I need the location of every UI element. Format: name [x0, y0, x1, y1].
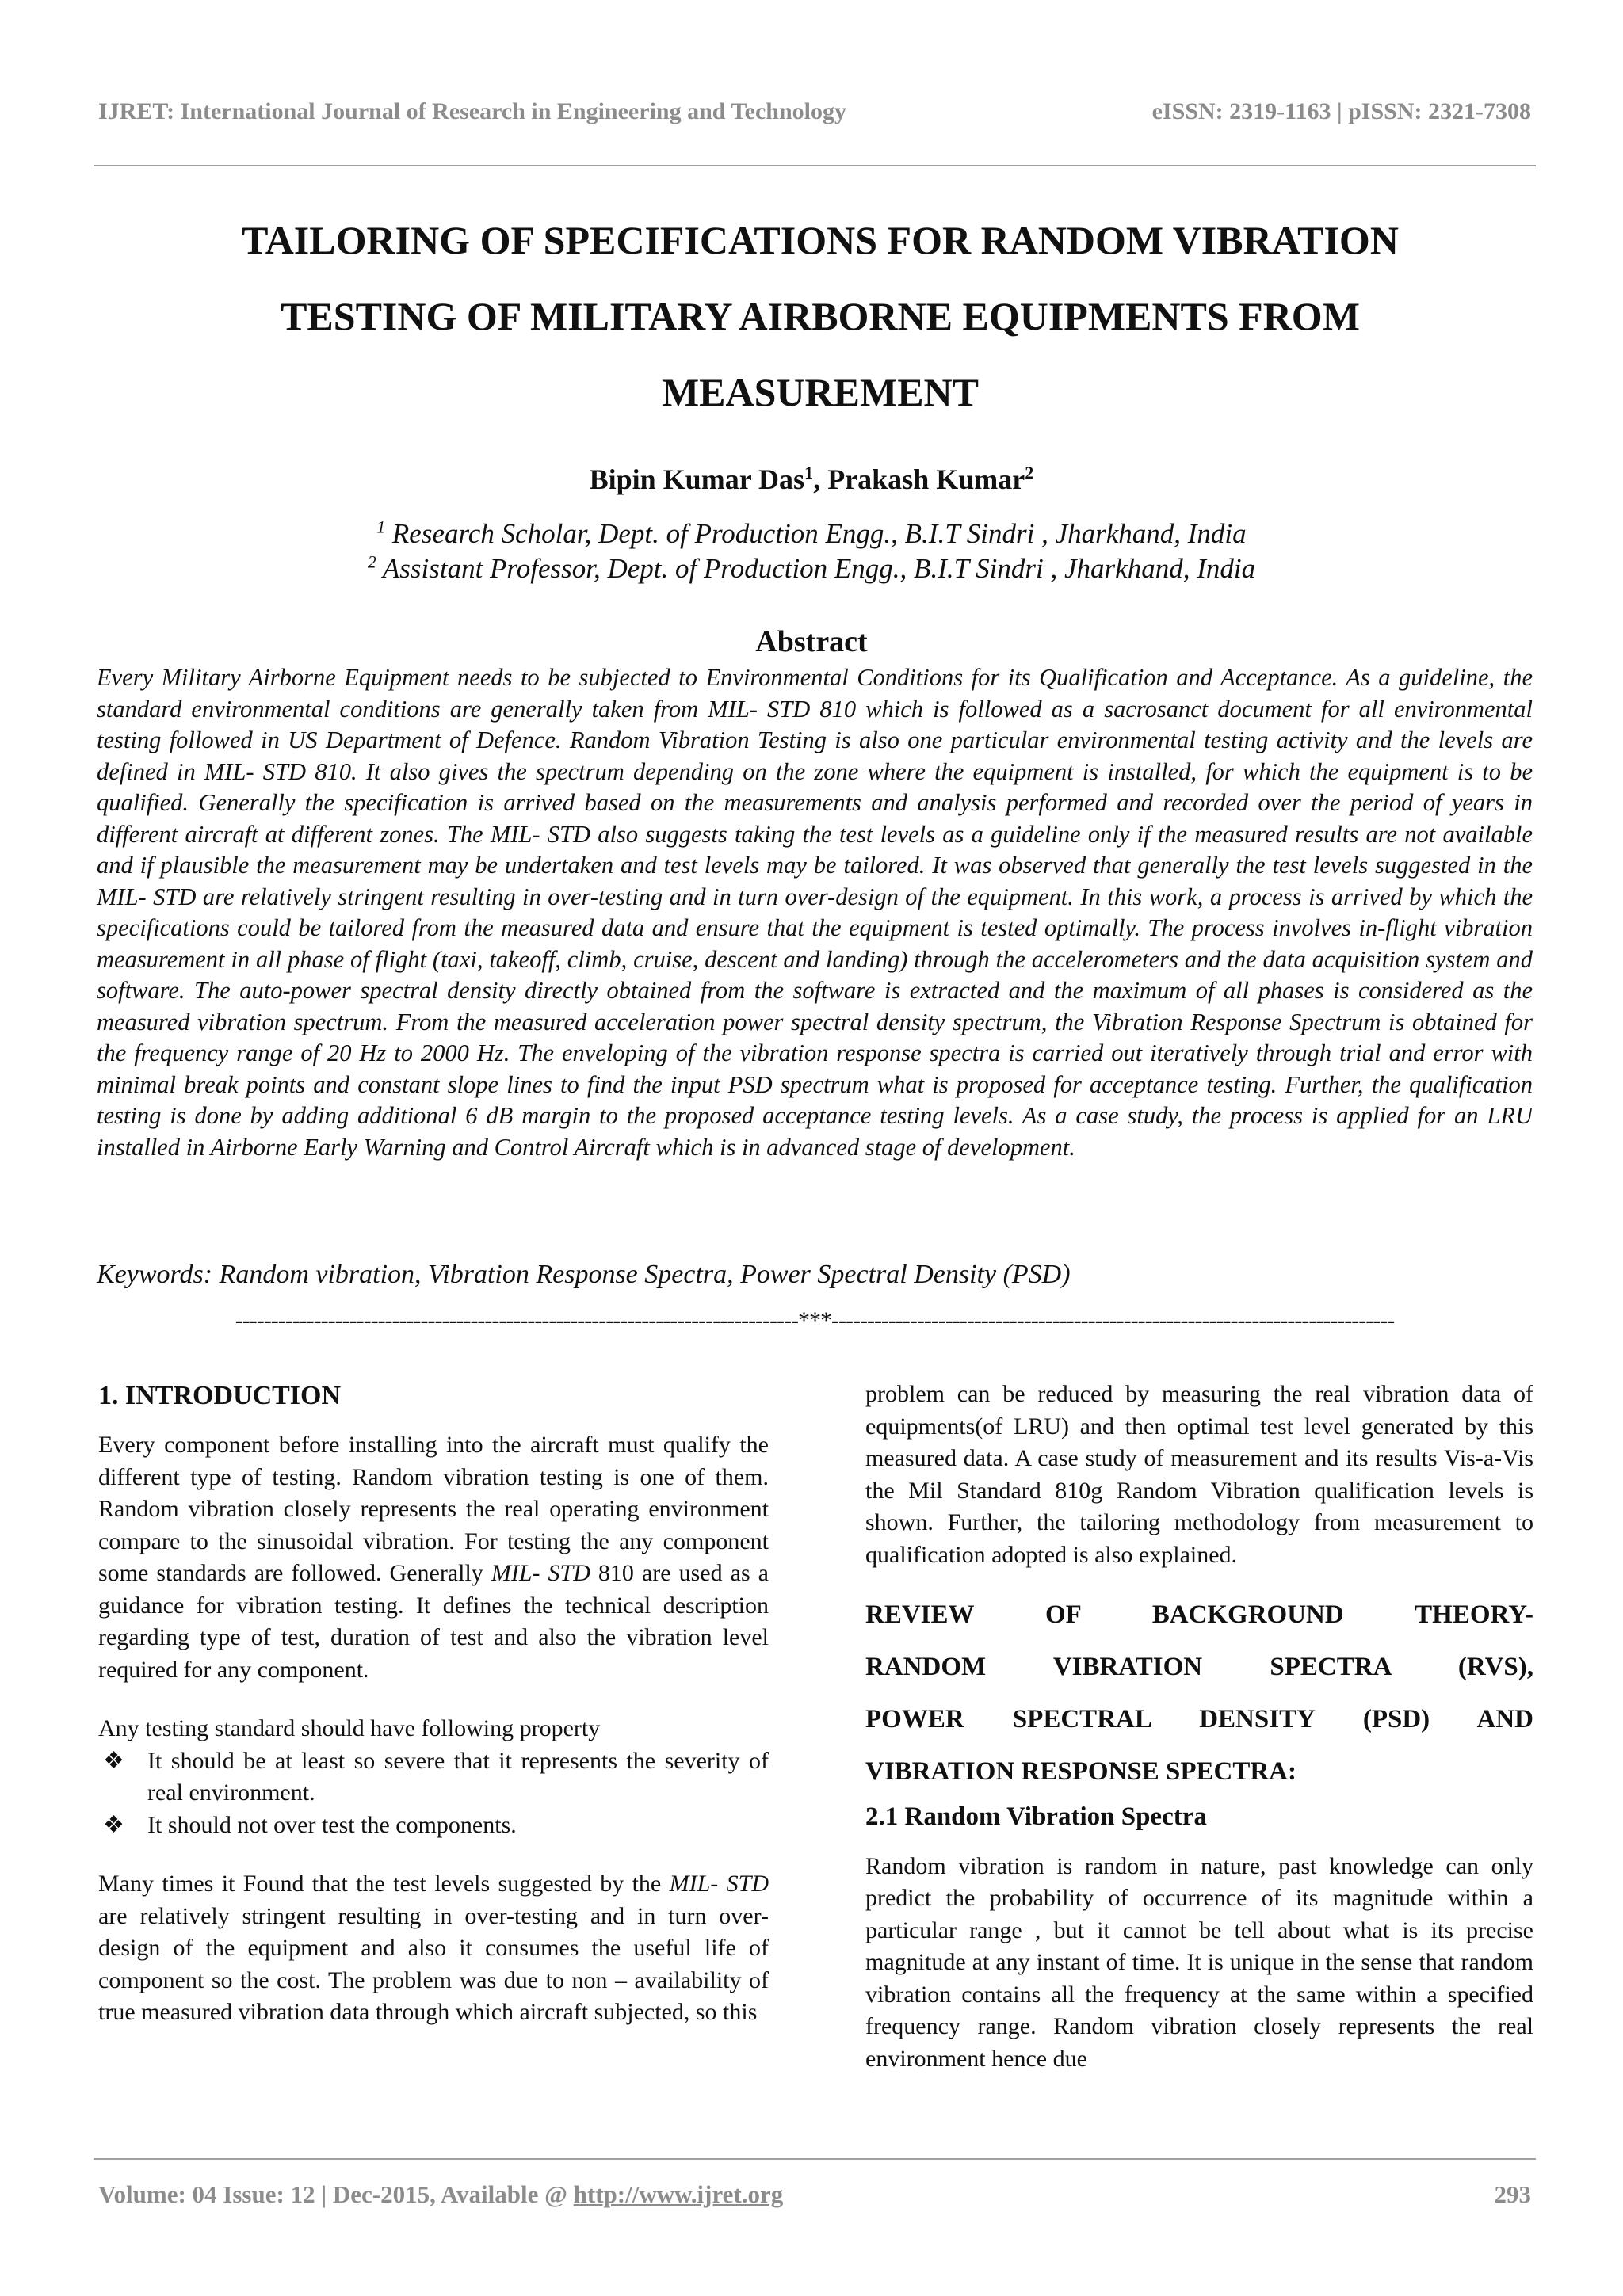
- author-1: Bipin Kumar Das: [589, 463, 805, 495]
- title-line-3: MEASUREMENT: [661, 370, 980, 414]
- property-list: [98, 1745, 769, 1842]
- intro-paragraph-1: [98, 1429, 769, 1686]
- review-line-1: REVIEW OF BACKGROUND THEORY-: [865, 1600, 1533, 1629]
- review-line-3: POWER SPECTRAL DENSITY (PSD) AND: [865, 1705, 1533, 1733]
- right-column: [865, 1379, 1533, 2102]
- journal-name: IJRET: International Journal of Research in Engineering and Technology: [98, 98, 847, 124]
- running-footer: [98, 2180, 1531, 2209]
- list-item: [98, 1810, 769, 1842]
- list-item: [98, 1745, 769, 1810]
- intro-p3-text-a: Many times it Found that the test levels suggested by the: [98, 1871, 670, 1897]
- section-introduction-title: 1. INTRODUCTION: [98, 1381, 342, 1410]
- journal-link[interactable]: http://www.ijret.org: [573, 2180, 784, 2208]
- intro-continuation: problem can be reduced by measuring the real vibration data of equipments(of LRU) and then optimal test level generated by this measured data. A case study of measurement and its results Vis-a-Vis the Mil Standard 810g Random Vibration qualification levels is shown. Further, the tailoring methodology from measurement to qualification adopted is also explained.: [865, 1381, 1533, 1568]
- section-review-title: [865, 1589, 1533, 1798]
- author-list: [0, 463, 1623, 496]
- diamond-bullet-icon: ❖: [103, 1811, 124, 1838]
- title-line-2: TESTING OF MILITARY AIRBORNE EQUIPMENTS FROM: [281, 294, 1360, 338]
- affiliation-2: [0, 551, 1623, 586]
- author-separator: ,: [813, 463, 828, 495]
- left-column: [98, 1379, 769, 2056]
- rvs-paragraph: Random vibration is random in nature, past knowledge can only predict the probability of occurrence of its magnitude within a particular range , but it cannot be tell about what is its precise magnitude at any instant of time. It is unique in the sense that random vibration contains all the frequency at the same within a specified frequency range. Random vibration closely represents the real environment hence due: [865, 1852, 1533, 2072]
- intro-p3-text-b: are relatively stringent resulting in over-testing and in turn over-design of the equipment and also it consumes the useful life of component so the cost. The problem was due to non – availability of true measured vibration data through which aircraft subjected, so this: [98, 1902, 769, 2025]
- page-number: 293: [1494, 2180, 1531, 2208]
- author-2-sup: 2: [1025, 463, 1034, 482]
- review-line-4: VIBRATION RESPONSE SPECTRA:: [865, 1757, 1296, 1786]
- diamond-bullet-icon: ❖: [103, 1747, 124, 1774]
- abstract-text: Every Military Airborne Equipment needs to be subjected to Environmental Conditions for its Qualification and Acceptance. As a guideline, the standard environmental conditions are generally taken from MIL- STD 810 which is followed as a sacrosanct document for all environmental testing followed in US Department of Defence. Random Vibration Testing is also one particular environmental testing activity and the levels are defined in MIL- STD 810. It also gives the spectrum depending on the zone where the equipment is installed, for which the equipment is to be qualified. Generally the specification is arrived based on the measurements and analysis performed and recorded over the period of years in different aircraft at different zones. The MIL- STD also suggests taking the test levels as a guideline only if the measured results are not available and if plausible the measurement may be undertaken and test levels may be tailored. It was observed that generally the test levels suggested in the MIL- STD are relatively stringent resulting in over-testing and in turn over-design of the equipment. In this work, a process is arrived by which the specifications could be tailored from the measured data and ensure that the equipment is tested optimally. The process involves in-flight vibration measurement in all phase of flight (taxi, takeoff, climb, cruise, descent and landing) through the accelerometers and the data acquisition system and software. The auto-power spectral density directly obtained from the software is extracted and the maximum of all phases is considered as the measured vibration spectrum. From the measured acceleration power spectral density spectrum, the Vibration Response Spectrum is obtained for the frequency range of 20 Hz to 2000 Hz. The enveloping of the vibration response spectra is carried out iteratively through trial and error with minimal break points and constant slope lines to find the input PSD spectrum what is proposed for acceptance testing. Further, the qualification testing is done by adding additional 6 dB margin to the proposed acceptance testing levels. As a case study, the process is applied for an LRU installed in Airborne Early Warning and Control Aircraft which is in advanced stage of development.: [97, 664, 1533, 1161]
- author-1-sup: 1: [804, 463, 814, 482]
- section-separator: [97, 1307, 1533, 1334]
- affiliations: [0, 517, 1623, 586]
- separator-left: -------------------------------------------------------------------------------: [235, 1307, 798, 1333]
- footer-volume-text: Volume: 04 Issue: 12 | Dec-2015, Available @: [98, 2180, 574, 2208]
- separator-stars: ***: [798, 1307, 831, 1333]
- intro-p1-em: MIL- STD: [491, 1560, 590, 1586]
- affiliation-2-text: Assistant Professor, Dept. of Production Engg., B.I.T Sindri , Jharkhand, India: [376, 553, 1256, 584]
- title-line-1: TAILORING OF SPECIFICATIONS FOR RANDOM VIBRATION: [242, 218, 1399, 262]
- issn: eISSN: 2319-1163 | pISSN: 2321-7308: [1151, 98, 1531, 124]
- intro-paragraph-2: Any testing standard should have following property: [98, 1715, 601, 1741]
- review-line-2: RANDOM VIBRATION SPECTRA (RVS),: [865, 1653, 1533, 1681]
- paper-title: [127, 202, 1514, 430]
- affiliation-1-text: Research Scholar, Dept. of Production Engg., B.I.T Sindri , Jharkhand, India: [385, 518, 1247, 549]
- author-2: Prakash Kumar: [827, 463, 1025, 495]
- abstract-heading: Abstract: [755, 625, 868, 658]
- intro-paragraph-3: [98, 1868, 769, 2029]
- list-item-text: It should be at least so severe that it represents the severity of real environment.: [147, 1747, 769, 1806]
- intro-p1-text-a: Every component before installing into the aircraft must qualify the different type of testing. Random vibration testing is one of them. Random vibration closely represents the real operating environment compare to the sinusoidal vibration. For testing the any component some standards are followed. Generally: [98, 1432, 769, 1586]
- intro-p1-text-b: 810 are used as a guidance for vibration testing. It defines the technical description regarding type of test, duration of test and also the vibration level required for any component.: [98, 1560, 769, 1683]
- subsection-title: 2.1 Random Vibration Spectra: [865, 1802, 1207, 1831]
- affiliation-1-sup: 1: [376, 517, 386, 537]
- affiliation-2-sup: 2: [367, 552, 376, 572]
- list-item-text: It should not over test the components.: [147, 1811, 517, 1838]
- intro-p3-em: MIL- STD: [669, 1871, 769, 1897]
- running-header: [98, 98, 1531, 125]
- separator-right: -------------------------------------------------------------------------------: [831, 1307, 1395, 1333]
- header-rule: [94, 165, 1536, 166]
- footer-rule: [94, 2158, 1536, 2160]
- footer-volume: [98, 2180, 783, 2209]
- keywords: Keywords: Random vibration, Vibration Response Spectra, Power Spectral Density (PSD): [97, 1260, 1071, 1289]
- affiliation-1: [0, 517, 1623, 551]
